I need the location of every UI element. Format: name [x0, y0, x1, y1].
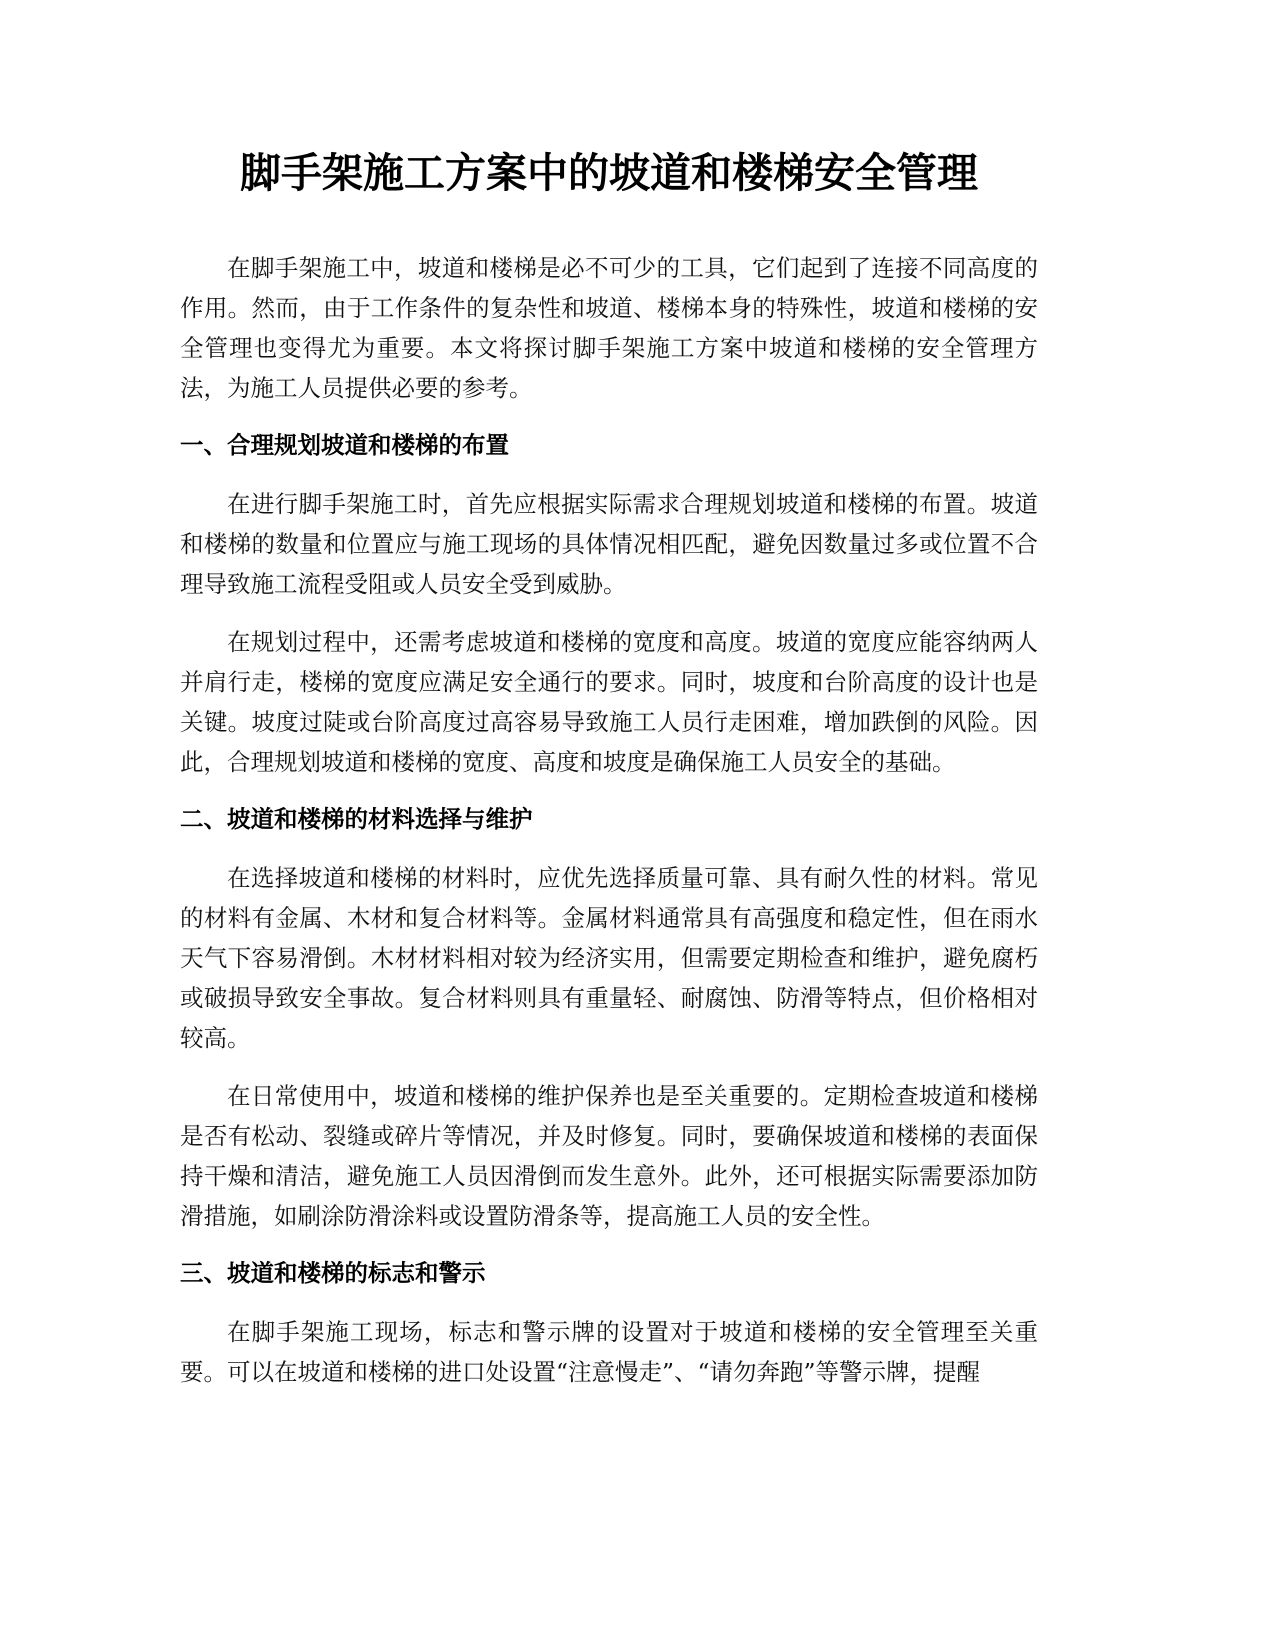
section-3-paragraph-1: 在脚手架施工现场，标志和警示牌的设置对于坡道和楼梯的安全管理至关重要。可以在坡道和楼梯的进口处设置“注意慢走”、“请勿奔跑”等警示牌，提醒	[180, 1318, 1038, 1386]
document-title: 脚手架施工方案中的坡道和楼梯安全管理	[240, 149, 978, 197]
section-1-paragraph-2: 在规划过程中，还需考虑坡道和楼梯的宽度和高度。坡道的宽度应能容纳两人并肩行走，楼梯的宽度应满足安全通行的要求。同时，坡度和台阶高度的设计也是关键。坡度过陡或台阶高度过高容易导致施工人员行走困难，增加跌倒的风险。因此，合理规划坡道和楼梯的宽度、高度和坡度是确保施工人员安全的基础。	[180, 628, 1038, 776]
section-3-heading: 三、坡道和楼梯的标志和警示	[180, 1259, 486, 1287]
section-2-paragraph-1: 在选择坡道和楼梯的材料时，应优先选择质量可靠、具有耐久性的材料。常见的材料有金属、木材和复合材料等。金属材料通常具有高强度和稳定性，但在雨水天气下容易滑倒。木材材料相对较为经济实用，但需要定期检查和维护，避免腐朽或破损导致安全事故。复合材料则具有重量轻、耐腐蚀、防滑等特点，但价格相对较高。	[180, 864, 1038, 1052]
section-1-paragraph-1: 在进行脚手架施工时，首先应根据实际需求合理规划坡道和楼梯的布置。坡道和楼梯的数量和位置应与施工现场的具体情况相匹配，避免因数量过多或位置不合理导致施工流程受阻或人员安全受到威胁。	[180, 490, 1038, 598]
section-2-paragraph-2: 在日常使用中，坡道和楼梯的维护保养也是至关重要的。定期检查坡道和楼梯是否有松动、裂缝或碎片等情况，并及时修复。同时，要确保坡道和楼梯的表面保持干燥和清洁，避免施工人员因滑倒而发生意外。此外，还可根据实际需要添加防滑措施，如刷涂防滑涂料或设置防滑条等，提高施工人员的安全性。	[180, 1082, 1038, 1230]
section-2-heading: 二、坡道和楼梯的材料选择与维护	[180, 805, 533, 833]
intro-paragraph: 在脚手架施工中，坡道和楼梯是必不可少的工具，它们起到了连接不同高度的作用。然而，由于工作条件的复杂性和坡道、楼梯本身的特殊性，坡道和楼梯的安全管理也变得尤为重要。本文将探讨脚手架施工方案中坡道和楼梯的安全管理方法，为施工人员提供必要的参考。	[180, 254, 1038, 402]
document-body	[180, 138, 1038, 1410]
section-1-heading: 一、合理规划坡道和楼梯的布置	[180, 431, 509, 459]
